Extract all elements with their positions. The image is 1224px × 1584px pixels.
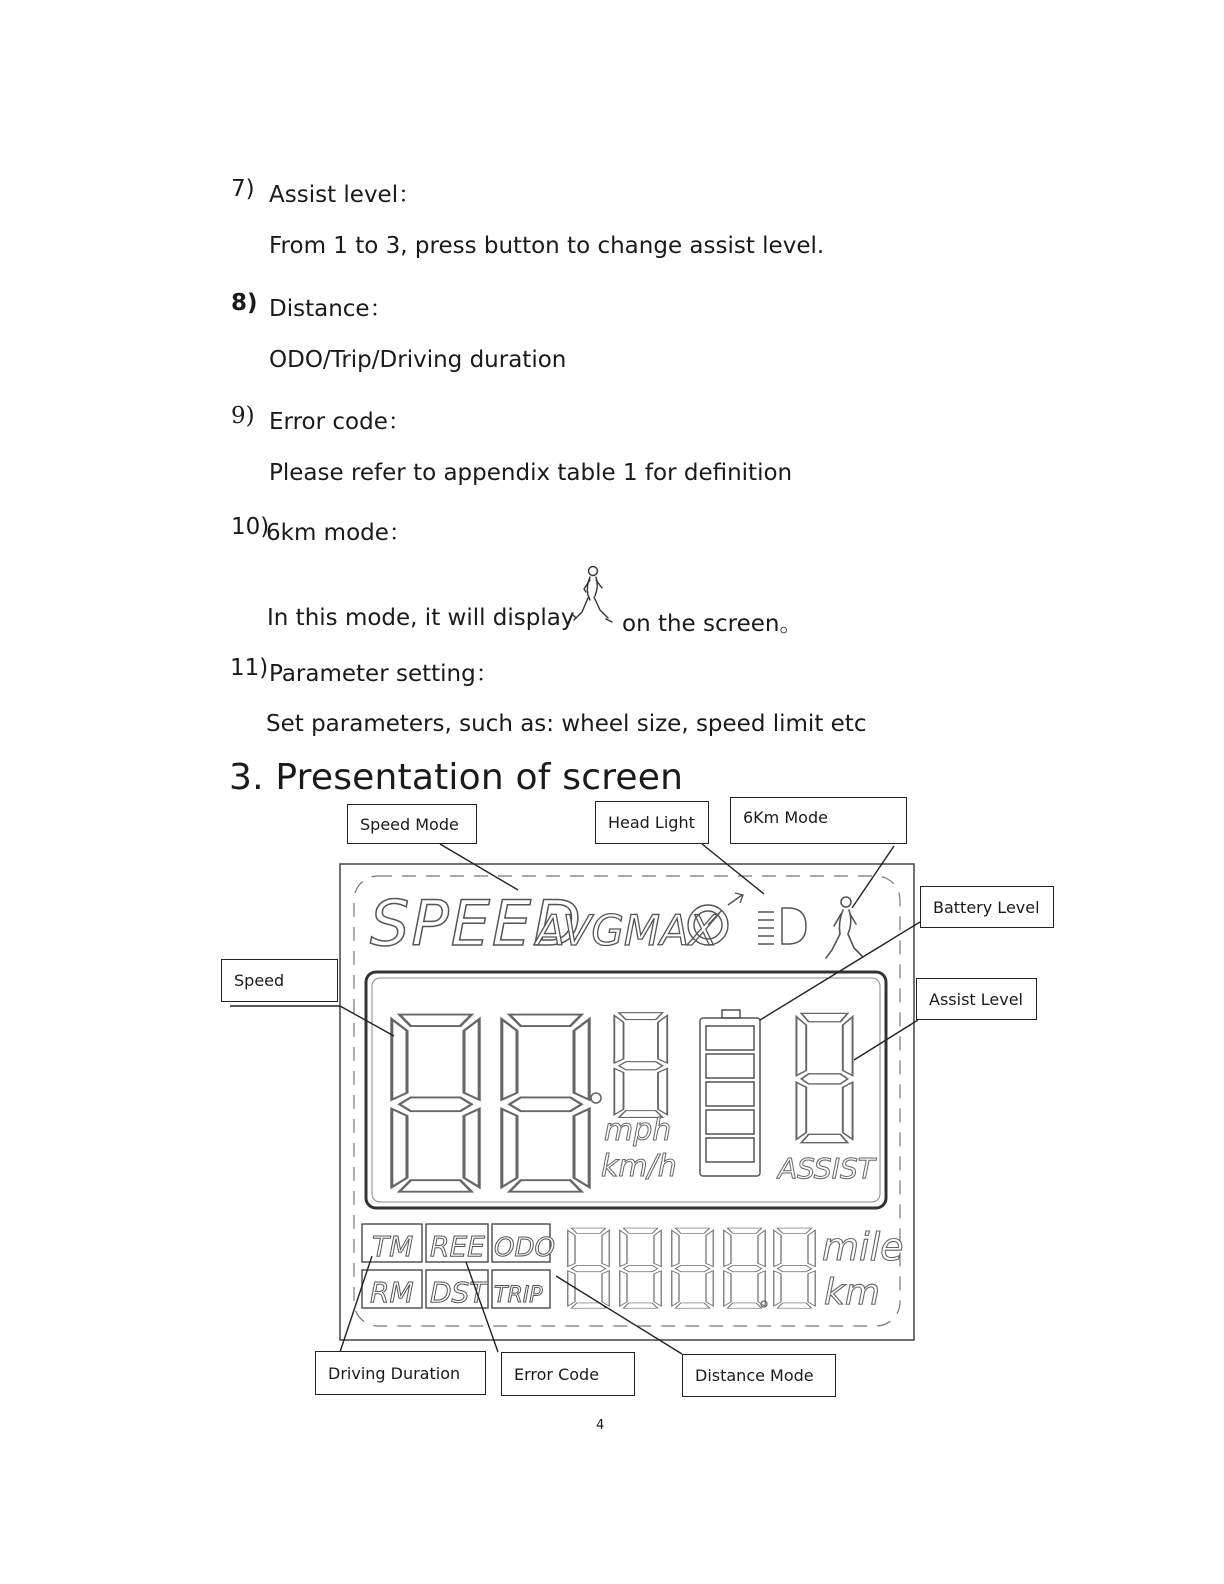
item-11-title: Parameter setting： [269, 661, 499, 687]
mode-tm: TM [372, 1230, 414, 1263]
battery-icon [700, 1010, 760, 1176]
callout-6km-mode: 6Km Mode [730, 797, 907, 844]
item-11-number: 11) [230, 655, 269, 681]
callout-head-light: Head Light [595, 801, 709, 844]
item-10-body-after: on the screen。 [622, 611, 803, 637]
item-9-number: 9) [231, 403, 255, 429]
callout-battery-level: Battery Level [920, 886, 1054, 928]
mode-trip: TRIP [494, 1283, 543, 1308]
mode-ree: REE [430, 1230, 485, 1263]
callout-speed: Speed [221, 959, 338, 1002]
item-8-number: 8) [231, 290, 258, 316]
distance-digits [568, 1228, 815, 1308]
unit-mph: mph [604, 1113, 672, 1148]
assist-label: ASSIST [778, 1152, 875, 1185]
mode-rm: RM [370, 1276, 414, 1309]
item-7-body: From 1 to 3, press button to change assist level. [269, 233, 825, 259]
item-9-title: Error code： [269, 409, 411, 435]
mode-odo: ODO [494, 1233, 555, 1263]
item-10-body-before: In this mode, it will display [267, 605, 575, 631]
assist-digit [796, 1013, 852, 1142]
section-heading: 3. Presentation of screen [229, 757, 684, 798]
mode-dst: DST [430, 1276, 487, 1309]
callout-error-code: Error Code [501, 1352, 635, 1396]
callout-assist-level: Assist Level [916, 978, 1037, 1020]
unit-kmh: km/h [601, 1149, 677, 1184]
item-7-number: 7) [231, 176, 255, 202]
callout-distance-mode: Distance Mode [682, 1354, 836, 1397]
six-km-walker-icon [826, 897, 862, 958]
speed-mode-label: SPEED [370, 887, 583, 960]
item-8-body: ODO/Trip/Driving duration [269, 347, 567, 373]
unit-mile: mile [822, 1225, 904, 1269]
avgmax-label: AVGMAX [536, 906, 718, 955]
item-8-title: Distance： [269, 296, 393, 322]
headlight-icon [758, 908, 806, 944]
unit-km: km [824, 1272, 880, 1313]
item-10-number: 10) [231, 514, 270, 540]
page-number: 4 [596, 1418, 605, 1433]
item-10-title: 6km mode： [266, 520, 412, 546]
item-7-title: Assist level： [269, 182, 422, 208]
callout-speed-mode: Speed Mode [347, 804, 477, 844]
item-11-body: Set parameters, such as: wheel size, speed limit etc [266, 711, 867, 737]
item-9-body: Please refer to appendix table 1 for definition [269, 460, 793, 486]
callout-driving-duration: Driving Duration [315, 1351, 486, 1395]
